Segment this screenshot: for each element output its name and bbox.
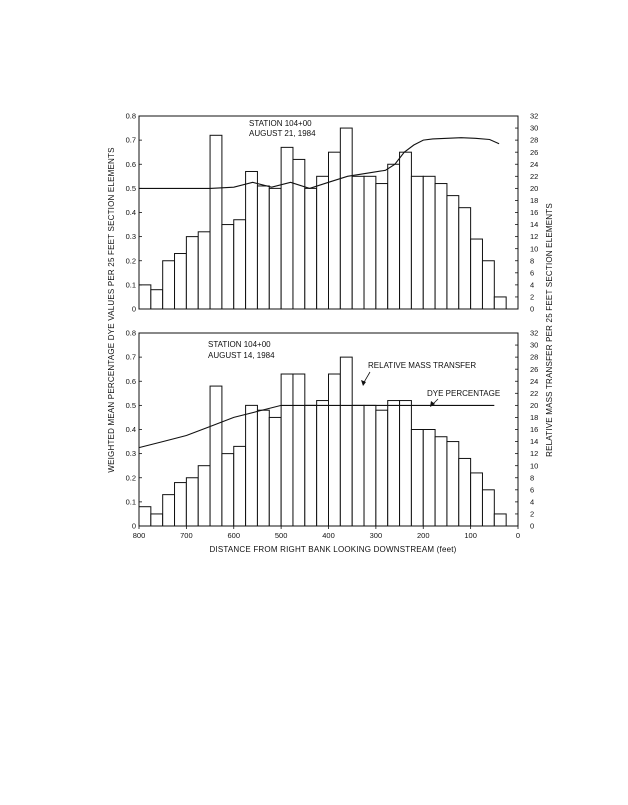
top-bar-8: [234, 220, 246, 309]
bot-bar-19: [364, 405, 376, 526]
bot-y2tick-label-15: 30: [530, 340, 539, 350]
top-bar-22: [400, 152, 412, 309]
top-y2tick-label-14: 28: [530, 135, 539, 145]
x-axis-label: DISTANCE FROM RIGHT BANK LOOKING DOWNSTREAM (feet): [209, 545, 457, 554]
top-ytick-label-8: 0.8: [125, 111, 136, 121]
top-y2tick-label-13: 26: [530, 147, 539, 157]
bot-bar-13: [293, 374, 305, 526]
top-bar-0: [139, 285, 151, 309]
top-y2tick-label-11: 22: [530, 171, 539, 181]
bot-ytick-label-4: 0.4: [125, 425, 136, 435]
top-title-line1: STATION 104+00: [249, 119, 312, 128]
bot-bar-29: [482, 490, 494, 526]
top-title-line2: AUGUST 21, 1984: [249, 129, 316, 138]
annotation-relative-mass-transfer: RELATIVE MASS TRANSFER: [368, 361, 477, 370]
top-bar-26: [447, 196, 459, 309]
bot-bar-3: [175, 483, 187, 526]
bot-ytick-label-5: 0.5: [125, 400, 136, 410]
top-bar-6: [210, 135, 222, 309]
bot-bar-11: [269, 417, 281, 526]
top-bar-25: [435, 184, 447, 309]
bot-bar-16: [329, 374, 341, 526]
xtick-label-8: 0: [515, 531, 521, 540]
bot-bar-2: [163, 495, 175, 526]
bot-bar-15: [317, 401, 329, 526]
top-ytick-label-7: 0.7: [125, 135, 136, 145]
top-y2tick-label-4: 8: [530, 256, 535, 266]
bot-bar-28: [471, 473, 483, 526]
bot-y2tick-label-12: 24: [530, 376, 539, 386]
top-bar-9: [246, 171, 258, 309]
top-bar-30: [494, 297, 506, 309]
top-ytick-label-2: 0.2: [125, 256, 136, 266]
top-y2tick-label-7: 14: [530, 220, 539, 230]
bot-bar-25: [435, 437, 447, 526]
panel-bottom: [126, 329, 539, 531]
top-bar-4: [186, 237, 198, 309]
top-bar-21: [388, 164, 400, 309]
bot-y2tick-label-9: 18: [530, 413, 539, 423]
bot-y2tick-label-1: 2: [530, 509, 535, 519]
top-ytick-label-3: 0.3: [125, 232, 136, 242]
xtick-label-0: 800: [132, 531, 146, 540]
top-y2tick-label-2: 4: [530, 280, 535, 290]
bot-y2tick-label-4: 8: [530, 473, 535, 483]
top-bar-17: [340, 128, 352, 309]
top-bar-24: [423, 176, 435, 309]
bot-bar-18: [352, 405, 364, 526]
bottom-title-line2: AUGUST 14, 1984: [208, 351, 275, 360]
annotation-dye-percentage: DYE PERCENTAGE: [427, 389, 501, 398]
bot-ytick-label-7: 0.7: [125, 352, 136, 362]
bot-bar-7: [222, 454, 234, 526]
top-y2tick-label-8: 16: [530, 208, 539, 218]
bot-bar-9: [246, 405, 258, 526]
bot-y2tick-label-10: 20: [530, 400, 539, 410]
top-y2tick-label-1: 2: [530, 292, 535, 302]
top-bar-20: [376, 184, 388, 309]
top-y2tick-label-5: 10: [530, 244, 539, 254]
top-bar-2: [163, 261, 175, 309]
bot-y2tick-label-6: 12: [530, 449, 539, 459]
panel-top: [126, 112, 539, 314]
top-y2tick-label-12: 24: [530, 159, 539, 169]
bot-ytick-label-3: 0.3: [125, 449, 136, 459]
xtick-label-7: 100: [464, 531, 477, 540]
top-bar-29: [482, 261, 494, 309]
bot-y2tick-label-7: 14: [530, 437, 539, 447]
bot-bar-6: [210, 386, 222, 526]
bot-ytick-label-2: 0.2: [125, 473, 136, 483]
bot-bar-24: [423, 430, 435, 527]
bot-bar-1: [151, 514, 163, 526]
bot-bar-21: [388, 401, 400, 526]
top-y2tick-label-10: 20: [530, 183, 539, 193]
bot-bar-4: [186, 478, 198, 526]
bot-y2tick-label-5: 10: [530, 461, 539, 471]
top-y2tick-label-3: 6: [530, 268, 535, 278]
top-y2tick-label-9: 18: [530, 196, 539, 206]
xtick-label-4: 400: [322, 531, 335, 540]
bot-y2tick-label-0: 0: [530, 521, 535, 531]
top-ytick-label-6: 0.6: [125, 159, 136, 169]
bot-y2tick-label-14: 28: [530, 352, 539, 362]
bot-bar-22: [400, 401, 412, 526]
bot-bar-26: [447, 442, 459, 526]
top-bar-11: [269, 188, 281, 309]
bot-ytick-label-8: 0.8: [125, 328, 136, 338]
top-bar-15: [317, 176, 329, 309]
annotation-arrowhead-dye: [430, 401, 435, 407]
top-bar-16: [329, 152, 341, 309]
top-bar-27: [459, 208, 471, 309]
bot-ytick-label-0: 0: [131, 521, 136, 531]
top-bar-3: [175, 254, 187, 309]
bot-bar-12: [281, 374, 293, 526]
bot-bar-5: [198, 466, 210, 526]
bot-bar-8: [234, 446, 246, 526]
top-ytick-label-0: 0: [131, 304, 136, 314]
bot-y2tick-label-8: 16: [530, 425, 539, 435]
top-bar-5: [198, 232, 210, 309]
bot-bar-17: [340, 357, 352, 526]
top-bar-19: [364, 176, 376, 309]
bot-bar-0: [139, 507, 151, 526]
bot-y2tick-label-13: 26: [530, 364, 539, 374]
bot-bar-30: [494, 514, 506, 526]
bot-y2tick-label-3: 6: [530, 485, 535, 495]
bot-ytick-label-6: 0.6: [125, 376, 136, 386]
xtick-label-3: 500: [274, 531, 288, 540]
y-axis-label-right: RELATIVE MASS TRANSFER PER 25 FEET SECTION ELEMENTS: [545, 203, 554, 457]
top-y2tick-label-15: 30: [530, 123, 539, 133]
bot-bar-10: [257, 410, 269, 526]
top-bar-7: [222, 225, 234, 309]
bot-bar-20: [376, 410, 388, 526]
xtick-label-2: 600: [227, 531, 241, 540]
bot-y2tick-label-2: 4: [530, 497, 535, 507]
top-bar-13: [293, 159, 305, 309]
top-bar-23: [411, 176, 423, 309]
top-bar-12: [281, 147, 293, 309]
top-y2tick-label-16: 32: [530, 111, 539, 121]
bot-bar-23: [411, 430, 423, 527]
top-ytick-label-4: 0.4: [125, 208, 136, 218]
bot-y2tick-label-11: 22: [530, 388, 539, 398]
bot-ytick-label-1: 0.1: [125, 497, 136, 507]
top-bar-1: [151, 290, 163, 309]
top-bar-14: [305, 188, 317, 309]
y-axis-label-left: WEIGHTED MEAN PERCENTAGE DYE VALUES PER 25 FEET SECTION ELEMENTS: [107, 147, 116, 473]
top-bar-10: [257, 186, 269, 309]
bot-bar-14: [305, 405, 317, 526]
top-bar-18: [352, 176, 364, 309]
top-y2tick-label-6: 12: [530, 232, 539, 242]
top-bar-28: [471, 239, 483, 309]
xtick-label-1: 700: [180, 531, 193, 540]
top-ytick-label-5: 0.5: [125, 183, 136, 193]
top-ytick-label-1: 0.1: [125, 280, 136, 290]
top-y2tick-label-0: 0: [530, 304, 535, 314]
top-bars: [139, 116, 518, 309]
xtick-label-6: 200: [416, 531, 430, 540]
bot-y2tick-label-16: 32: [530, 328, 539, 338]
xtick-label-5: 300: [369, 531, 383, 540]
bottom-title-line1: STATION 104+00: [208, 340, 271, 349]
bot-bar-27: [459, 458, 471, 526]
x-axis-ticks: [133, 526, 520, 540]
